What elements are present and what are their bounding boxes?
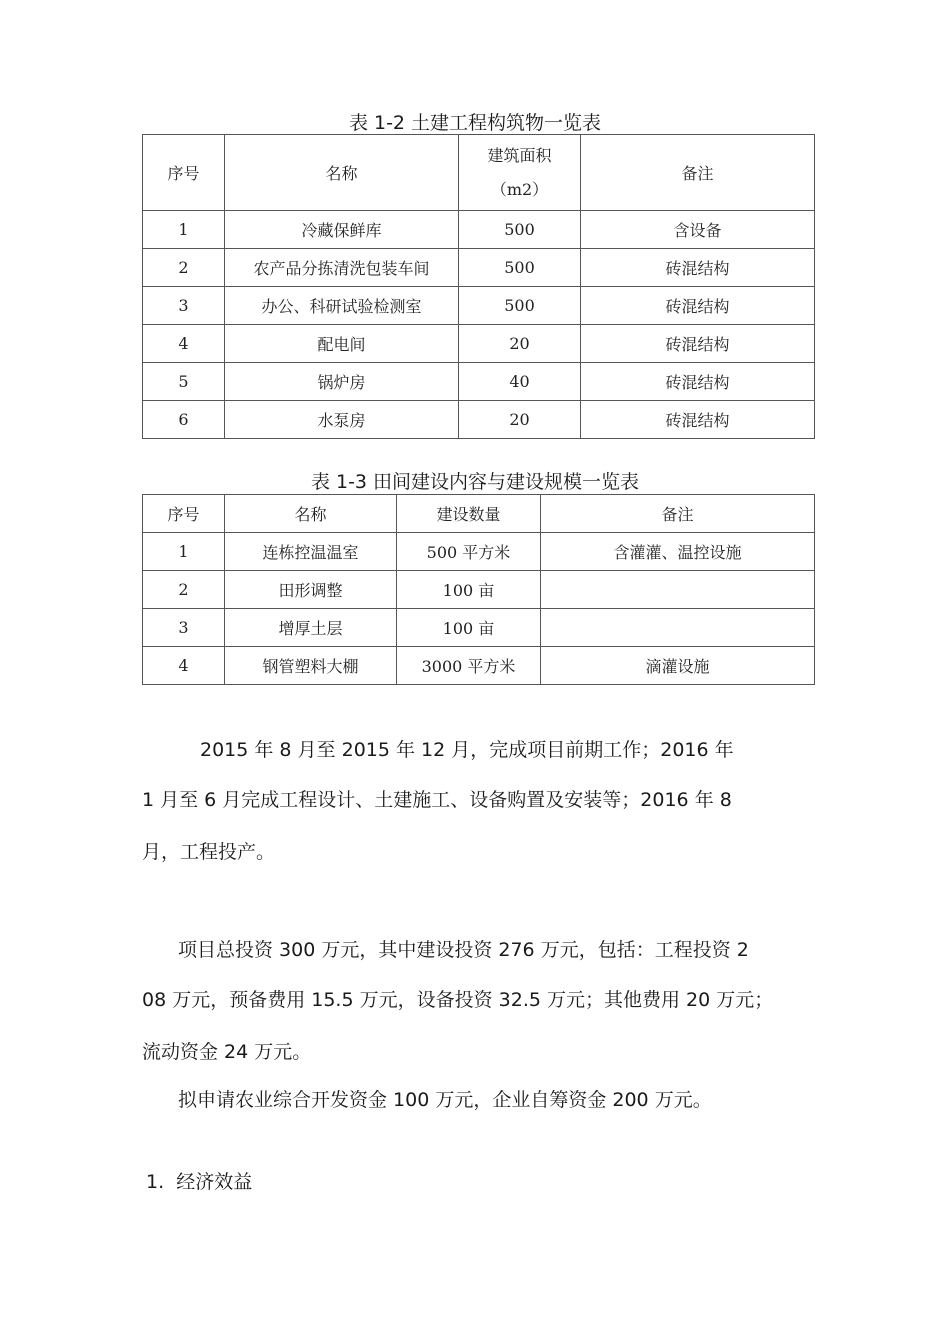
table-row: [143, 363, 815, 401]
funding-line: 拟申请农业综合开发资金 100 万元，企业自筹资金 200 万元。: [178, 1089, 712, 1111]
cell-seq: 6: [143, 401, 225, 439]
header-seq: 序号: [143, 495, 225, 533]
table-1-2: [142, 134, 815, 439]
table-row: [143, 647, 815, 685]
table-row: [143, 533, 815, 571]
cell-name: 农产品分拣清洗包装车间: [225, 249, 459, 287]
cell-name: 办公、科研试验检测室: [225, 287, 459, 325]
cell-qty: 500 平方米: [397, 533, 541, 571]
cell-name: 锅炉房: [225, 363, 459, 401]
schedule-line-2: 1 月至 6 月完成工程设计、土建施工、设备购置及安装等；2016 年 8: [142, 789, 732, 811]
investment-line-3: 流动资金 24 万元。: [142, 1041, 312, 1063]
cell-seq: 5: [143, 363, 225, 401]
investment-line-1: 项目总投资 300 万元，其中建设投资 276 万元，包括：工程投资 2: [178, 939, 749, 961]
cell-area: 20: [459, 325, 581, 363]
table-header-row: [143, 495, 815, 533]
table-row: [143, 249, 815, 287]
table-row: [143, 401, 815, 439]
table-1-3-title: 表 1-3 田间建设内容与建设规模一览表: [310, 471, 640, 493]
cell-remark: 含灌灌、温控设施: [541, 533, 815, 571]
cell-area: 500: [459, 249, 581, 287]
cell-area: 500: [459, 211, 581, 249]
table-row: [143, 211, 815, 249]
schedule-line-1: 2015 年 8 月至 2015 年 12 月，完成项目前期工作；2016 年: [200, 739, 734, 761]
header-qty: 建设数量: [397, 495, 541, 533]
cell-seq: 1: [143, 211, 225, 249]
header-remark: 备注: [581, 135, 815, 211]
header-seq: 序号: [143, 135, 225, 211]
cell-seq: 1: [143, 533, 225, 571]
cell-name: 水泵房: [225, 401, 459, 439]
cell-name: 增厚土层: [225, 609, 397, 647]
table-1-3: [142, 494, 815, 685]
cell-remark: 砖混结构: [581, 401, 815, 439]
cell-seq: 2: [143, 571, 225, 609]
cell-remark: 砖混结构: [581, 287, 815, 325]
header-name: 名称: [225, 495, 397, 533]
cell-remark: 砖混结构: [581, 363, 815, 401]
cell-qty: 3000 平方米: [397, 647, 541, 685]
table-row: [143, 287, 815, 325]
cell-seq: 3: [143, 609, 225, 647]
cell-area: 500: [459, 287, 581, 325]
investment-line-2: 08 万元，预备费用 15.5 万元，设备投资 32.5 万元；其他费用 20 万元；: [142, 989, 774, 1011]
cell-name: 连栋控温温室: [225, 533, 397, 571]
cell-remark: 砖混结构: [581, 249, 815, 287]
cell-seq: 2: [143, 249, 225, 287]
cell-area: 20: [459, 401, 581, 439]
cell-name: 配电间: [225, 325, 459, 363]
header-area-line1: 建筑面积: [487, 145, 552, 165]
cell-remark: 含设备: [581, 211, 815, 249]
cell-name: 钢管塑料大棚: [225, 647, 397, 685]
header-area: [459, 135, 581, 211]
cell-remark: [541, 609, 815, 647]
table-row: [143, 609, 815, 647]
table-1-2-title: 表 1-2 土建工程构筑物一览表: [348, 112, 602, 134]
cell-seq: 3: [143, 287, 225, 325]
cell-seq: 4: [143, 325, 225, 363]
schedule-line-3: 月，工程投产。: [142, 841, 276, 863]
cell-name: 冷藏保鲜库: [225, 211, 459, 249]
table-row: [143, 571, 815, 609]
cell-qty: 100 亩: [397, 609, 541, 647]
cell-remark: [541, 571, 815, 609]
cell-remark: 砖混结构: [581, 325, 815, 363]
cell-name: 田形调整: [225, 571, 397, 609]
cell-remark: 滴灌设施: [541, 647, 815, 685]
cell-seq: 4: [143, 647, 225, 685]
cell-area: 40: [459, 363, 581, 401]
header-remark: 备注: [541, 495, 815, 533]
cell-qty: 100 亩: [397, 571, 541, 609]
table-header-row: [143, 135, 815, 211]
section-heading: 1. 经济效益: [146, 1171, 253, 1193]
table-row: [143, 325, 815, 363]
header-area-line2: （m2）: [490, 179, 549, 199]
header-name: 名称: [225, 135, 459, 211]
